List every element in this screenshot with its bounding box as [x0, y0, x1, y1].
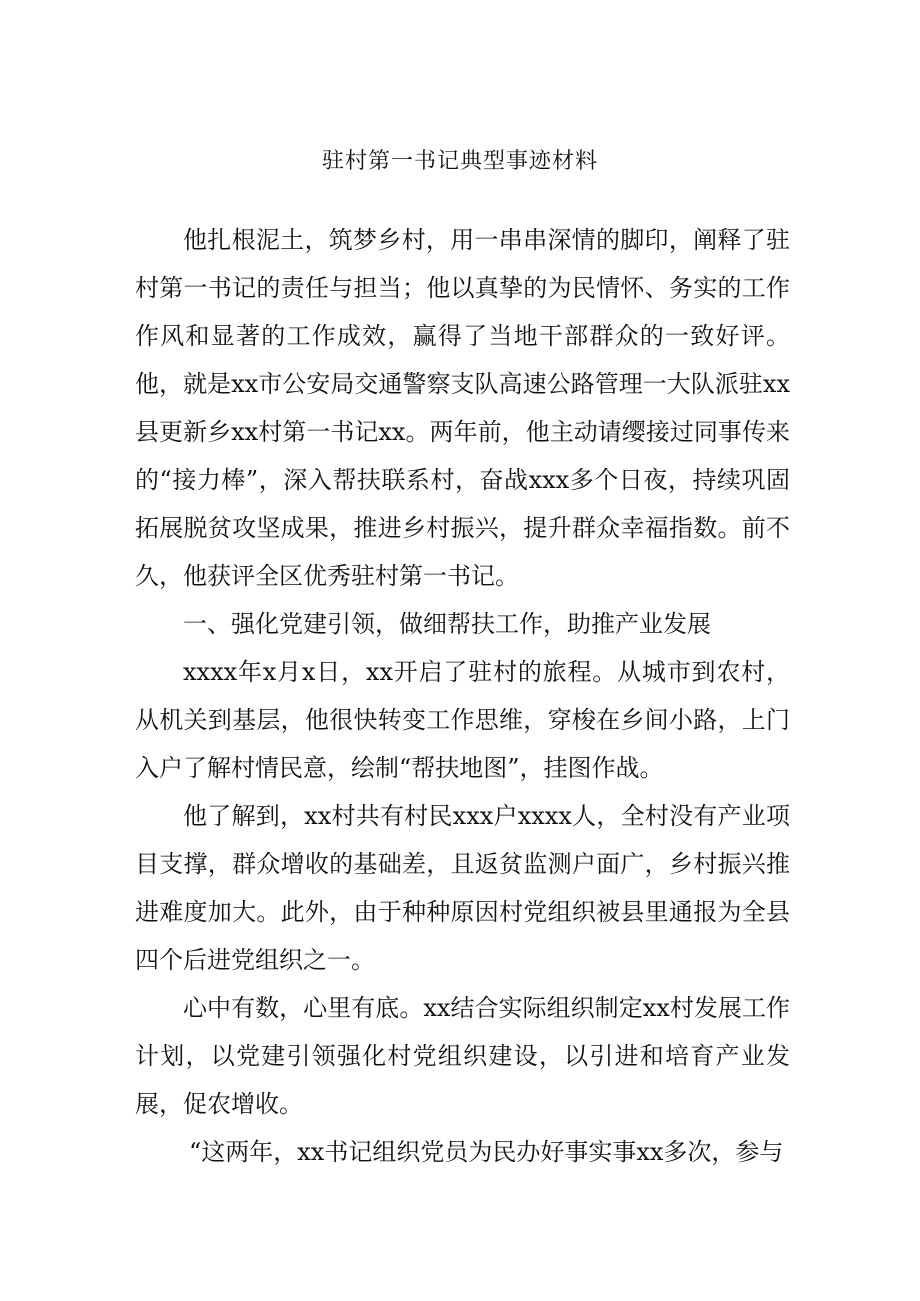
- document-title: 驻村第一书记典型事迹材料: [321, 149, 598, 174]
- paragraph-intro: 他扎根泥土，筑梦乡村，用一串串深情的脚印，阐释了驻村第一书记的责任与担当；他以真挚的为民情怀、务实的工作作风和显著的工作成效，赢得了当地干部群众的一致好评。他，就是xx市公安局交通警察支队高速公路管理一大队派驻xx县更新乡xx村第一书记xx。两年前，他主动请缨接过同事传来的“接力棒”，深入帮扶联系村，奋战xxx多个日夜，持续巩固拓展脱贫攻坚成果，推进乡村振兴，提升群众幸福指数。前不久，他获评全区优秀驻村第一书记。: [135, 226, 790, 590]
- section-heading-1: 一、强化党建引领，做细帮扶工作，助推产业发展: [183, 610, 711, 638]
- paragraph-village-situation: 他了解到，xx村共有村民xxx户xxxx人，全村没有产业项目支撑，群众增收的基础差，且返贫监测户面广，乡村振兴推进难度加大。此外，由于种种原因村党组织被县里通报为全县四个后进党组织之一。: [135, 802, 790, 974]
- paragraph-work-plan: 心中有数，心里有底。xx结合实际组织制定xx村发展工作计划，以党建引领强化村党组织建设，以引进和培育产业发展，促农增收。: [135, 994, 790, 1118]
- paragraph-quote: “这两年，xx书记组织党员为民办好事实事xx多次，参与: [189, 1138, 784, 1166]
- document-body: [135, 216, 790, 1176]
- paragraph-arrival: xxxx年x月x日，xx开启了驻村的旅程。从城市到农村，从机关到基层，他很快转变工作思维，穿梭在乡间小路，上门入户了解村情民意，绘制“帮扶地图”，挂图作战。: [135, 658, 790, 782]
